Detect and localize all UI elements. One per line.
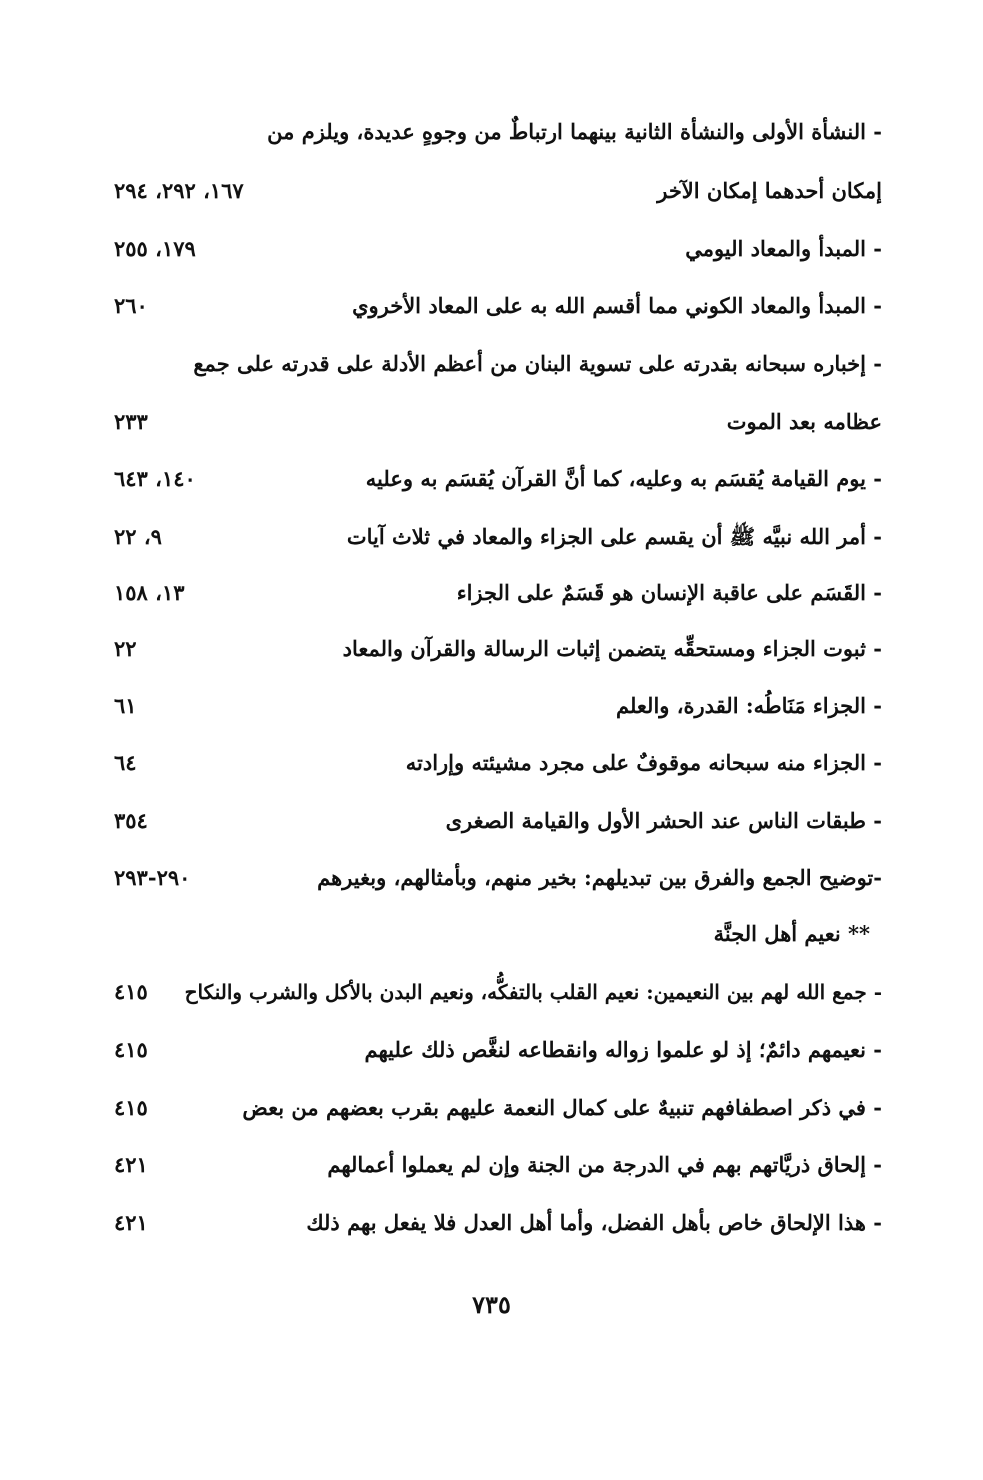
entry-pages: ٢٩٠-٢٩٣ <box>114 865 191 890</box>
entry-text: - نعيمهم دائمٌ؛ إذ لو علموا زواله وانقطاعه لنغَّص ذلك عليهم <box>364 1037 882 1062</box>
entry-pages: ١٦٧، ٢٩٢، ٢٩٤ <box>114 178 244 203</box>
entry-pages: ٢٦٠ <box>114 293 148 318</box>
entry-pages: ٤١٥ <box>114 979 148 1004</box>
entry-pages: ٤١٥ <box>114 1095 148 1120</box>
entry-text: - إخباره سبحانه بقدرته على تسوية البنان من أعظم الأدلة على قدرته على جمع <box>193 351 882 376</box>
index-entry <box>100 858 900 898</box>
entry-text: - ثبوت الجزاء ومستحقِّه يتضمن إثبات الرسالة والقرآن والمعاد <box>342 636 882 661</box>
entry-pages: ٦١ <box>114 693 137 718</box>
index-entry <box>100 972 900 1012</box>
entry-pages: ١٧٩، ٢٥٥ <box>114 236 196 261</box>
entry-text: - في ذكر اصطفافهم تنبيهٌ على كمال النعمة عليهم بقرب بعضهم من بعض <box>242 1095 882 1120</box>
entry-pages: ٢٣٣ <box>114 409 148 434</box>
index-entry <box>100 459 900 499</box>
index-entry <box>100 402 900 442</box>
page-number: ٧٣٥ <box>472 1290 511 1319</box>
entry-pages: ٤٢١ <box>114 1210 148 1235</box>
entry-text: - القَسَم على عاقبة الإنسان هو قَسَمٌ على الجزاء <box>456 580 882 605</box>
index-entry <box>100 171 900 211</box>
entry-pages: ٩، ٢٢ <box>114 524 162 549</box>
entry-text: - يوم القيامة يُقسَم به وعليه، كما أنَّ القرآن يُقسَم به وعليه <box>365 466 882 491</box>
index-entry <box>100 801 900 841</box>
entry-text: - أمر الله نبيَّه ﷺ أن يقسم على الجزاء والمعاد في ثلاث آيات <box>346 524 882 549</box>
index-entry <box>100 1145 900 1185</box>
index-entry <box>100 1030 900 1070</box>
index-entry <box>100 286 900 326</box>
entry-pages: ٣٥٤ <box>114 808 148 833</box>
entry-text: - طبقات الناس عند الحشر الأول والقيامة الصغرى <box>445 808 882 833</box>
section-heading <box>100 914 900 954</box>
entry-pages: ٦٤ <box>114 750 137 775</box>
entry-text: - الجزاء مَنَاطُه: القدرة، والعلم <box>616 693 882 718</box>
entry-text: - المبدأ والمعاد الكوني مما أقسم الله به على المعاد الأخروي <box>352 293 882 318</box>
entry-text: عظامه بعد الموت <box>726 409 882 434</box>
heading-text: ** نعيم أهل الجنَّة <box>713 921 870 946</box>
entry-pages: ٤١٥ <box>114 1037 148 1062</box>
entry-text: - هذا الإلحاق خاص بأهل الفضل، وأما أهل العدل فلا يفعل بهم ذلك <box>306 1210 882 1235</box>
index-entry <box>100 1203 900 1243</box>
index-entry <box>100 112 900 152</box>
entry-text: إمكان أحدهما إمكان الآخر <box>657 178 882 203</box>
index-entry <box>100 517 900 557</box>
entry-text: - المبدأ والمعاد اليومي <box>685 236 882 261</box>
index-entry <box>100 229 900 269</box>
entry-pages: ٢٢ <box>114 636 137 661</box>
index-entry <box>100 743 900 783</box>
entry-text: -توضيح الجمع والفرق بين تبديلهم: بخير منهم، وبأمثالهم، وبغيرهم <box>317 865 882 890</box>
index-entry <box>100 1088 900 1128</box>
index-entry <box>100 344 900 384</box>
entry-text: - الجزاء منه سبحانه موقوفٌ على مجرد مشيئته وإرادته <box>405 750 882 775</box>
entry-pages: ١٣، ١٥٨ <box>114 580 185 605</box>
entry-pages: ١٤٠، ٦٤٣ <box>114 466 196 491</box>
entry-text: - إلحاق ذريَّاتهم بهم في الدرجة من الجنة وإن لم يعملوا أعمالهم <box>327 1152 882 1177</box>
entry-text: - جمع الله لهم بين النعيمين: نعيم القلب بالتفكُّه، ونعيم البدن بالأكل والشرب والنكاح <box>184 980 882 1004</box>
entry-pages: ٤٢١ <box>114 1152 148 1177</box>
index-entry <box>100 686 900 726</box>
index-entry <box>100 629 900 669</box>
entry-text: - النشأة الأولى والنشأة الثانية بينهما ارتباطٌ من وجوهٍ عديدة، ويلزم من <box>267 119 882 144</box>
index-entry <box>100 573 900 613</box>
